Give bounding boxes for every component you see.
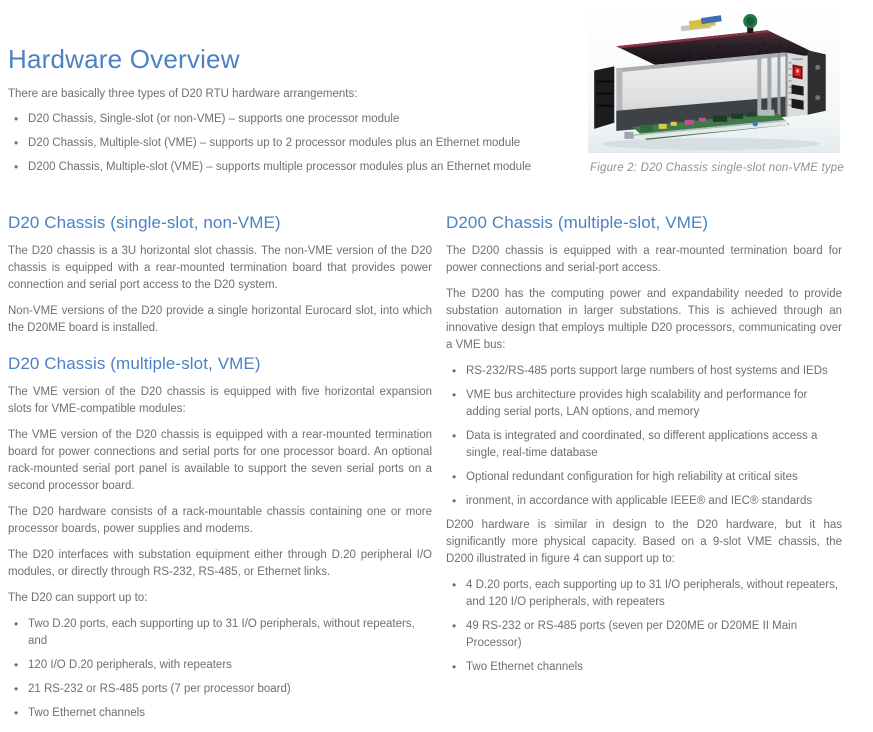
paragraph: The D20 can support up to: <box>8 592 148 604</box>
list-item: • Data is integrated and coordinated, so different applications access a single, real-time database <box>446 428 842 462</box>
paragraph: The D200 has the computing power and expandability needed to provide substation automation in larger substations. This is achieved through an innovative design that employs multiple D20 processors, communicating over a VME bus: <box>446 288 842 351</box>
list-item: • RS-232/RS-485 ports support large numbers of host systems and IEDs <box>446 363 842 380</box>
d20-chassis-photo <box>588 6 840 153</box>
section-heading-d20-multiple-slot: D20 Chassis (multiple-slot, VME) <box>8 354 261 373</box>
paragraph: The VME version of the D20 chassis is equipped with five horizontal expansion slots for VME-compatible modules: <box>8 386 432 415</box>
list-item: • D20 Chassis, Single-slot (or non-VME) – supports one processor module <box>8 111 578 128</box>
paragraph: The D200 chassis is equipped with a rear-mounted termination board for power connections and serial-port access. <box>446 245 842 274</box>
page-title: Hardware Overview <box>8 44 240 74</box>
list-item: • D200 Chassis, Multiple-slot (VME) – supports multiple processor modules plus an Ethernet module <box>8 159 578 176</box>
figure-caption: Figure 2: D20 Chassis single-slot non-VME type <box>590 162 845 174</box>
column-left <box>8 212 432 729</box>
section-heading-d20-single-slot: D20 Chassis (single-slot, non-VME) <box>8 213 281 232</box>
paragraph: The D20 hardware consists of a rack-mountable chassis containing one or more processor boards, power supplies and modems. <box>8 506 432 535</box>
d200-capability-list <box>446 577 842 676</box>
intro-text: There are basically three types of D20 RTU hardware arrangements: <box>8 88 358 100</box>
paragraph: D200 hardware is similar in design to the D20 hardware, but it has significantly more physical capacity. Based on a 9-slot VME chassis, the D200 illustrated in figure 4 can support up to: <box>446 519 842 565</box>
list-item: • Two Ethernet channels <box>8 705 432 722</box>
list-item: • 4 D.20 ports, each supporting up to 31 I/O peripherals, without repeaters, and 120 I/O peripherals, with repeaters <box>446 577 842 611</box>
list-item: • Optional redundant configuration for high reliability at critical sites <box>446 469 842 486</box>
paragraph: Non-VME versions of the D20 provide a single horizontal Eurocard slot, into which the D20ME board is installed. <box>8 305 432 334</box>
section-heading-d200-multiple-slot: D200 Chassis (multiple-slot, VME) <box>446 213 709 232</box>
list-item: • Two D.20 ports, each supporting up to 31 I/O peripherals, without repeaters, and <box>8 616 432 650</box>
list-item: • ironment, in accordance with applicable IEEE® and IEC® standards <box>446 493 842 510</box>
paragraph: The D20 interfaces with substation equipment either through D.20 peripheral I/O modules, or directly through RS-232, RS-485, or Ethernet links. <box>8 549 432 578</box>
figure-d20-chassis <box>588 6 860 174</box>
d200-feature-list <box>446 363 842 510</box>
two-column-body <box>0 212 873 729</box>
list-item: • VME bus architecture provides high scalability and performance for adding serial ports, LAN options, and memory <box>446 387 842 421</box>
paragraph: The D20 chassis is a 3U horizontal slot chassis. The non-VME version of the D20 chassis is equipped with a rear-mounted termination board that provides power connection and serial port access to the D20 system. <box>8 245 432 291</box>
d20-capability-list <box>8 616 432 722</box>
intro-bullet-list <box>8 111 578 176</box>
list-item: • 49 RS-232 or RS-485 ports (seven per D20ME or D20ME II Main Processor) <box>446 618 842 652</box>
page-header <box>0 0 578 176</box>
paragraph: The VME version of the D20 chassis is equipped with a rear-mounted termination board for power connections and serial ports for one processor board. An optional rack-mounted serial port panel is available to support the seven serial ports on a second processor board. <box>8 429 432 492</box>
list-item: • Two Ethernet channels <box>446 659 842 676</box>
list-item: • 120 I/O D.20 peripherals, with repeaters <box>8 657 432 674</box>
list-item: • 21 RS-232 or RS-485 ports (7 per processor board) <box>8 681 432 698</box>
list-item: • D20 Chassis, Multiple-slot (VME) – supports up to 2 processor modules plus an Ethernet module <box>8 135 578 152</box>
column-right <box>446 212 842 729</box>
